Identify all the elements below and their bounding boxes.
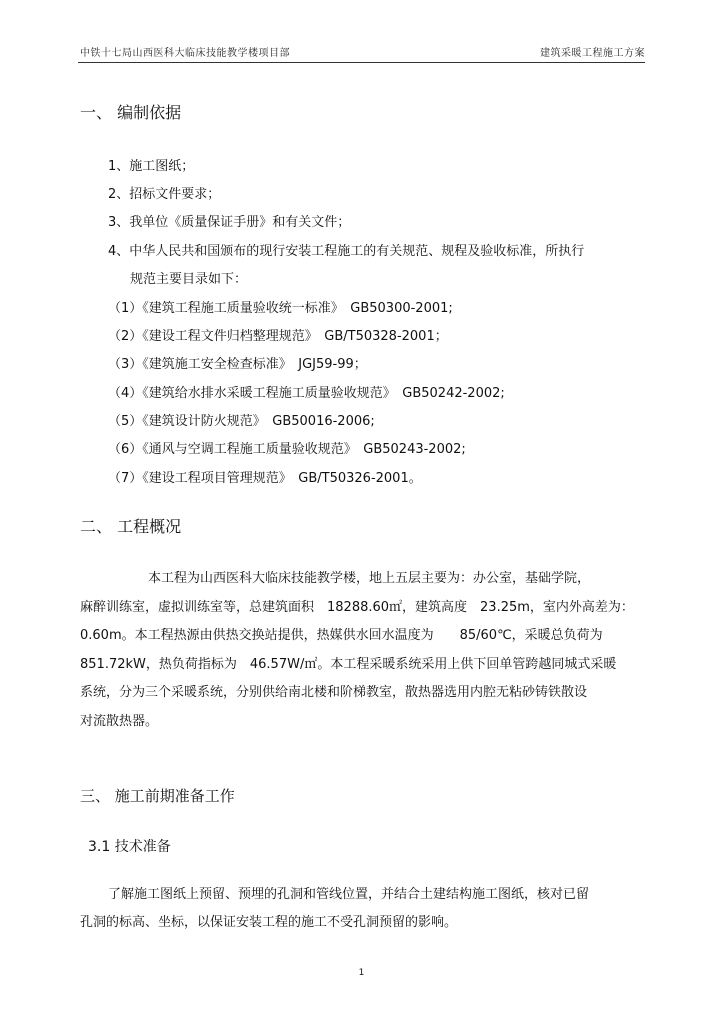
standard-item-2: （2）《建设工程文件归档整理规范》 GB/T50328-2001；: [108, 329, 448, 344]
subsection-3-1-title: 3.1 技术准备: [88, 839, 171, 855]
prep-line-2: 孔洞的标高、坐标，以保证安装工程的施工不受孔洞预留的影响。: [80, 915, 458, 930]
overview-line-2: 麻醉训练室，虚拟训练室等，总建筑面积 18288.60㎡，建筑高度 23.25m，室内外高差为：: [80, 600, 634, 615]
overview-line-5: 系统，分为三个采暖系统，分别供给南北楼和阶梯教室，散热器选用内腔无粘砂铸铁散设: [80, 685, 588, 700]
basis-item-4-cont: 规范主要目录如下：: [130, 272, 248, 287]
standard-item-1: （1）《建筑工程施工质量验收统一标准》 GB50300-2001;: [108, 301, 453, 316]
standard-item-5: （5）《建筑设计防火规范》 GB50016-2006;: [108, 414, 375, 429]
standard-item-6: （6）《通风与空调工程施工质量验收规范》 GB50243-2002;: [108, 442, 466, 457]
header-right-text: 建筑采暖工程施工方案: [540, 48, 645, 59]
overview-line-4: 851.72kW，热负荷指标为 46.57W/㎡。本工程采暖系统采用上供下回单管跨越同城式采暖: [80, 657, 617, 672]
page-number: 1: [358, 968, 365, 978]
basis-item-1: 1、施工图纸；: [108, 159, 195, 174]
standard-item-4: （4）《建筑给水排水采暖工程施工质量验收规范》 GB50242-2002;: [108, 386, 505, 401]
header-left-text: 中铁十七局山西医科大临床技能教学楼项目部: [80, 48, 290, 59]
basis-item-2: 2、招标文件要求；: [108, 187, 221, 202]
overview-line-3: 0.60m。本工程热源由供热交换站提供，热媒供水回水温度为 85/60℃，采暖总负荷为: [80, 628, 603, 643]
section-1-title: 一、 编制依据: [80, 103, 182, 122]
basis-item-4: 4、中华人民共和国颁布的现行安装工程施工的有关规范、规程及验收标准，所执行: [108, 244, 585, 259]
overview-line-1: 本工程为山西医科大临床技能教学楼，地上五层主要为：办公室，基础学院，: [148, 571, 591, 586]
prep-line-1: 了解施工图纸上预留、预埋的孔洞和管线位置，并结合土建结构施工图纸，核对已留: [108, 887, 590, 902]
standard-item-7: （7）《建设工程项目管理规范》 GB/T50326-2001。: [108, 471, 422, 486]
basis-item-3: 3、我单位《质量保证手册》和有关文件；: [108, 215, 351, 230]
standard-item-3: （3）《建筑施工安全检查标准》 JGJ59-99；: [108, 357, 367, 372]
section-2-title: 二、 工程概况: [80, 517, 182, 536]
overview-line-6: 对流散热器。: [80, 714, 159, 729]
section-3-title: 三、 施工前期准备工作: [80, 787, 235, 805]
header-divider: [78, 62, 645, 63]
